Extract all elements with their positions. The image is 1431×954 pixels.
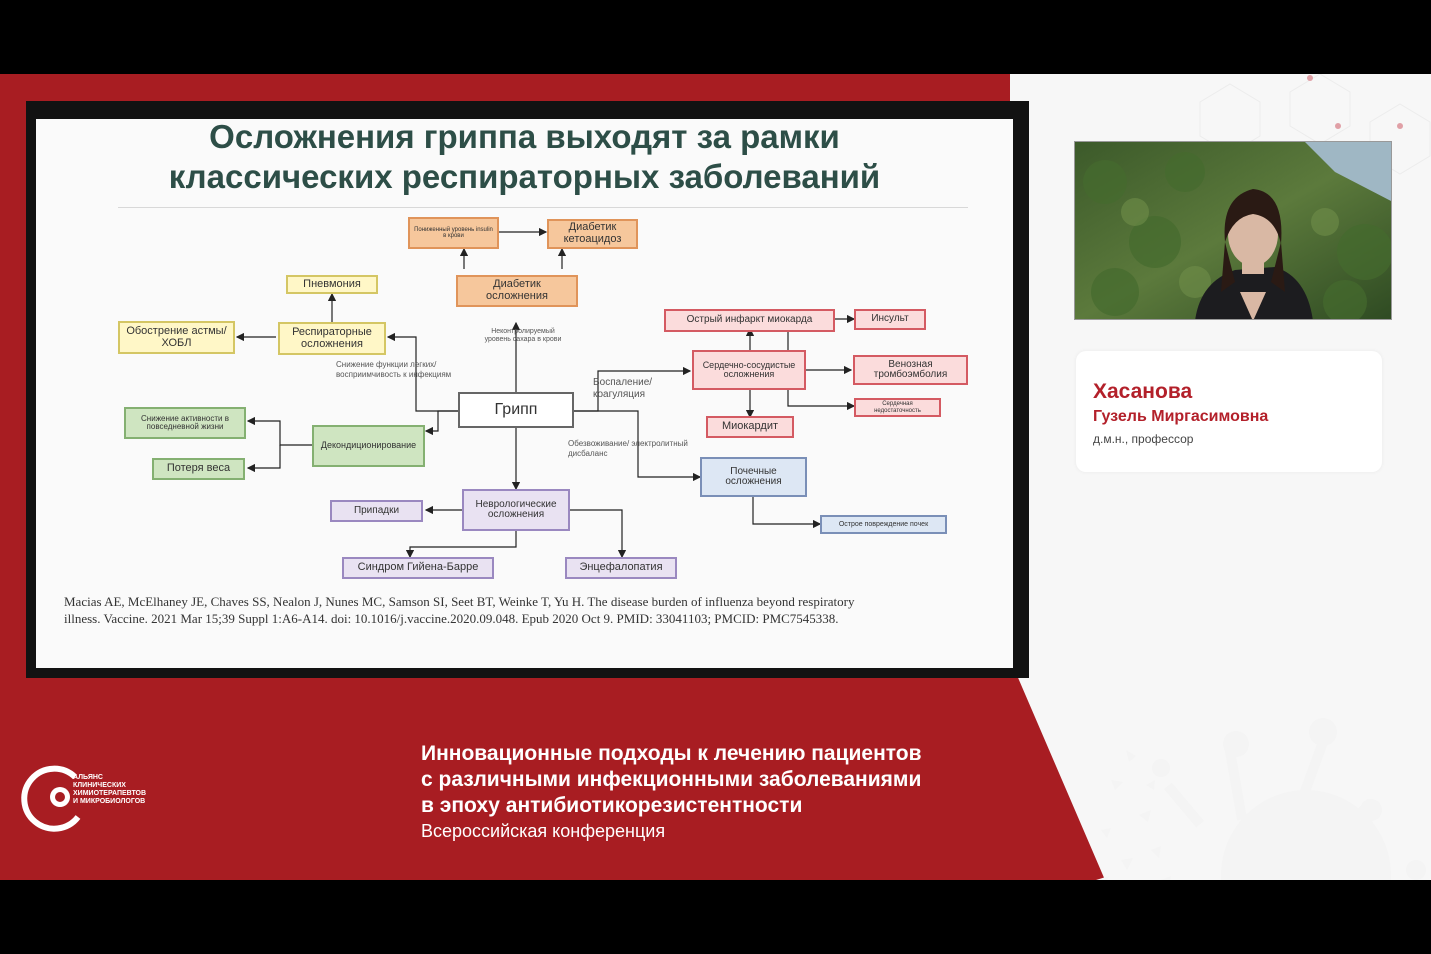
speaker-card [1076, 351, 1382, 472]
conference-title-line-3: в эпоху антибиотикорезистентности [421, 794, 803, 817]
edge-label-lung-function: Снижение функции легких/ восприимчивость к инфекциям [336, 360, 452, 379]
node-venous-thromboembolism: Венозная тромбоэмболия [853, 355, 968, 385]
node-acute-kidney-injury: Острое повреждение почек [820, 515, 947, 534]
conference-title-line-2: с различными инфекционными заболеваниями [421, 768, 922, 791]
node-diabetic-ketoacidosis: Диабетик кетоацидоз [547, 219, 638, 249]
conference-info [421, 741, 922, 843]
node-seizures: Припадки [330, 500, 423, 522]
node-diabetic-complications: Диабетик осложнения [456, 275, 578, 307]
broadcast-layout [0, 74, 1431, 880]
slide-reference [64, 593, 954, 627]
node-encephalopathy: Энцефалопатия [565, 557, 677, 579]
node-activity-decrease: Снижение активности в повседневной жизни [124, 407, 246, 439]
speaker-degree: д.м.н., профессор [1093, 432, 1194, 446]
speaker-video-image [1075, 142, 1392, 320]
node-heart-failure: Сердечная недостаточность [854, 398, 941, 417]
reference-line-2: illness. Vaccine. 2021 Mar 15;39 Suppl 1:A6-A14. doi: 10.1016/j.vaccine.2020.09.048. Epub 2020 Oct 9. PMID: 33041103; PMCID: PMC7545338. [64, 611, 839, 626]
node-weight-loss: Потеря веса [152, 458, 245, 480]
slide-title-line-2: классических респираторных заболеваний [168, 158, 881, 195]
logo-line-4: И МИКРОБИОЛОГОВ [73, 798, 146, 805]
node-guillain-barre: Синдром Гийена-Барре [342, 557, 494, 579]
node-respiratory-complications: Респираторные осложнения [278, 322, 386, 355]
logo-line-2: КЛИНИЧЕСКИХ [73, 782, 126, 789]
node-renal-complications: Почечные осложнения [700, 457, 807, 497]
virus-decoration-icon [1091, 710, 1431, 880]
presentation-slide [36, 119, 1013, 668]
alliance-logo-text [73, 774, 146, 806]
node-myocarditis: Миокардит [706, 416, 794, 438]
speaker-name: Гузель Миргасимовна [1093, 408, 1269, 425]
speaker-webcam [1074, 141, 1392, 320]
conference-title-line-1: Инновационные подходы к лечению пациентов [421, 742, 922, 765]
edge-label-inflammation: Воспаление/ коагуляция [593, 377, 653, 400]
logo-line-1: АЛЬЯНС [73, 774, 103, 781]
node-low-insulin: Пониженный уровень insulin в крови [408, 217, 499, 249]
edge-label-uncontrolled-sugar: Неконтролируемый уровень сахара в крови [484, 328, 562, 344]
speaker-surname: Хасанова [1093, 380, 1193, 403]
node-gripp: Грипп [458, 392, 574, 428]
node-pneumonia: Пневмония [286, 275, 378, 294]
node-neurological-complications: Неврологические осложнения [462, 489, 570, 531]
node-stroke: Инсульт [854, 309, 926, 330]
logo-line-3: ХИМИОТЕРАПЕВТОВ [73, 790, 147, 797]
node-myocardial-infarction: Острый инфаркт миокарда [664, 309, 835, 332]
node-cardiovascular-complications: Сердечно-сосудистые осложнения [692, 350, 806, 390]
conference-subtitle: Всероссийская конференция [421, 821, 666, 841]
edge-label-dehydration: Обезвоживание/ электролитный дисбаланс [568, 439, 688, 458]
presentation-slide-frame [26, 101, 1029, 678]
slide-title-line-1: Осложнения гриппа выходят за рамки [209, 119, 840, 155]
node-asthma-copd: Обострение астмы/ХОБЛ [118, 321, 235, 354]
node-deconditioning: Декондиционирование [312, 425, 425, 467]
reference-line-1: Macias AE, McElhaney JE, Chaves SS, Nealon J, Nunes MC, Samson SI, Seet BT, Weinke T, Yu H. The disease burden of influenza beyond respiratory [64, 594, 855, 609]
